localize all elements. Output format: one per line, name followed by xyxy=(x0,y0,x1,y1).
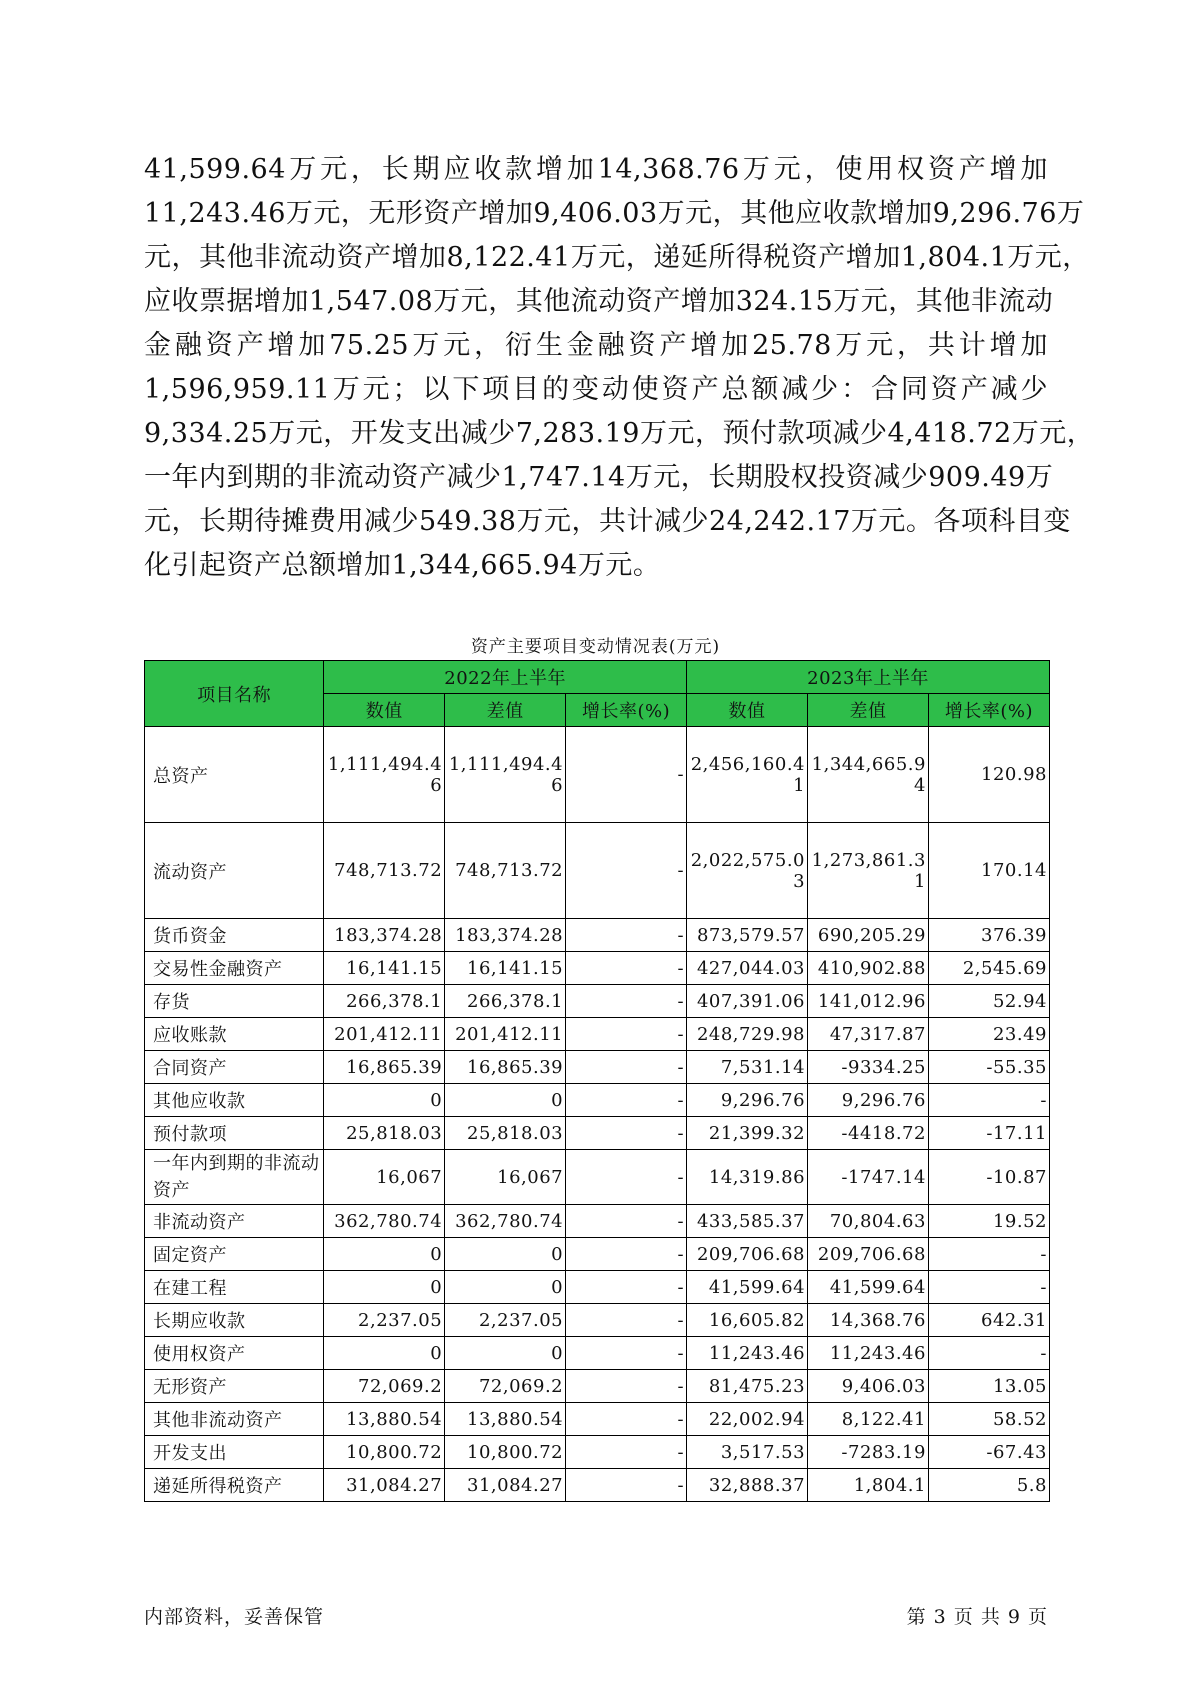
paragraph-line: 元，其他非流动资产增加8,122.41万元，递延所得税资产增加1,804.1万元， xyxy=(144,242,1090,273)
value-2022-cell: 16,067 xyxy=(324,1150,445,1205)
rate-2023-cell: - xyxy=(928,1084,1049,1117)
table-row xyxy=(145,1370,1050,1403)
diff-2022-cell: 362,780.74 xyxy=(445,1205,566,1238)
diff-2023-cell: -4418.72 xyxy=(808,1117,929,1150)
rate-2022-cell: - xyxy=(566,1370,687,1403)
row-name-cell: 应收账款 xyxy=(145,1018,324,1051)
rate-2023-cell: -10.87 xyxy=(928,1150,1049,1205)
table-row xyxy=(145,1238,1050,1271)
diff-2022-cell: 72,069.2 xyxy=(445,1370,566,1403)
table-row xyxy=(145,985,1050,1018)
rate-2023-cell: 376.39 xyxy=(928,919,1049,952)
value-2023-cell: 41,599.64 xyxy=(687,1271,808,1304)
rate-2022-cell: - xyxy=(566,1304,687,1337)
table-row xyxy=(145,952,1050,985)
diff-2023-cell: 8,122.41 xyxy=(808,1403,929,1436)
rate-2023-cell: 642.31 xyxy=(928,1304,1049,1337)
row-name-cell: 固定资产 xyxy=(145,1238,324,1271)
diff-2023-cell: -7283.19 xyxy=(808,1436,929,1469)
row-name-cell: 非流动资产 xyxy=(145,1205,324,1238)
table-row xyxy=(145,1150,1050,1205)
row-name-cell: 合同资产 xyxy=(145,1051,324,1084)
value-2022-cell: 748,713.72 xyxy=(324,823,445,919)
diff-2023-cell: 1,804.1 xyxy=(808,1469,929,1502)
diff-2023-cell: 690,205.29 xyxy=(808,919,929,952)
diff-2022-cell: 0 xyxy=(445,1271,566,1304)
value-2022-cell: 25,818.03 xyxy=(324,1117,445,1150)
rate-2023-cell: -17.11 xyxy=(928,1117,1049,1150)
rate-2023-cell: - xyxy=(928,1238,1049,1271)
footer-confidential-note: 内部资料，妥善保管 xyxy=(144,1606,325,1628)
value-2023-cell: 11,243.46 xyxy=(687,1337,808,1370)
diff-2023-cell: 410,902.88 xyxy=(808,952,929,985)
paragraph-line: 11,243.46万元，无形资产增加9,406.03万元，其他应收款增加9,296.76万 xyxy=(144,198,1085,229)
row-name-cell: 递延所得税资产 xyxy=(145,1469,324,1502)
rate-2022-cell: - xyxy=(566,1337,687,1370)
table-body xyxy=(145,727,1050,1502)
rate-2022-cell: - xyxy=(566,1436,687,1469)
value-2023-cell: 22,002.94 xyxy=(687,1403,808,1436)
row-name-cell: 货币资金 xyxy=(145,919,324,952)
diff-2023-cell: 41,599.64 xyxy=(808,1271,929,1304)
header-value: 数值 xyxy=(324,694,445,727)
diff-2022-cell: 183,374.28 xyxy=(445,919,566,952)
paragraph-line: 应收票据增加1,547.08万元，其他流动资产增加324.15万元，其他非流动 xyxy=(144,286,1054,317)
rate-2023-cell: 58.52 xyxy=(928,1403,1049,1436)
rate-2023-cell: -67.43 xyxy=(928,1436,1049,1469)
table-row xyxy=(145,1271,1050,1304)
table-row xyxy=(145,919,1050,952)
rate-2022-cell: - xyxy=(566,985,687,1018)
diff-2023-cell: 14,368.76 xyxy=(808,1304,929,1337)
diff-2022-cell: 201,412.11 xyxy=(445,1018,566,1051)
diff-2022-cell: 16,141.15 xyxy=(445,952,566,985)
row-name-cell: 其他应收款 xyxy=(145,1084,324,1117)
value-2023-cell: 209,706.68 xyxy=(687,1238,808,1271)
table-caption: 资产主要项目变动情况表(万元) xyxy=(470,637,721,657)
value-2022-cell: 72,069.2 xyxy=(324,1370,445,1403)
rate-2022-cell: - xyxy=(566,1403,687,1436)
paragraph-line: 金融资产增加75.25万元，衍生金融资产增加25.78万元，共计增加 xyxy=(144,330,1048,361)
body-paragraph xyxy=(144,148,1095,588)
row-name-cell: 一年内到期的非流动资产 xyxy=(145,1150,324,1205)
rate-2023-cell: - xyxy=(928,1337,1049,1370)
diff-2022-cell: 13,880.54 xyxy=(445,1403,566,1436)
rate-2023-cell: 23.49 xyxy=(928,1018,1049,1051)
paragraph-line: 41,599.64万元，长期应收款增加14,368.76万元，使用权资产增加 xyxy=(144,154,1048,185)
row-name-cell: 长期应收款 xyxy=(145,1304,324,1337)
diff-2023-cell: 47,317.87 xyxy=(808,1018,929,1051)
value-2023-cell: 21,399.32 xyxy=(687,1117,808,1150)
value-2023-cell: 9,296.76 xyxy=(687,1084,808,1117)
row-name-cell: 其他非流动资产 xyxy=(145,1403,324,1436)
value-2022-cell: 1,111,494.46 xyxy=(324,727,445,823)
value-2022-cell: 0 xyxy=(324,1084,445,1117)
value-2023-cell: 248,729.98 xyxy=(687,1018,808,1051)
row-name-cell: 在建工程 xyxy=(145,1271,324,1304)
value-2023-cell: 873,579.57 xyxy=(687,919,808,952)
value-2023-cell: 3,517.53 xyxy=(687,1436,808,1469)
rate-2022-cell: - xyxy=(566,1271,687,1304)
value-2022-cell: 13,880.54 xyxy=(324,1403,445,1436)
header-rate: 增长率(%) xyxy=(928,694,1049,727)
table-row xyxy=(145,1051,1050,1084)
diff-2022-cell: 1,111,494.46 xyxy=(445,727,566,823)
rate-2023-cell: 120.98 xyxy=(928,727,1049,823)
value-2023-cell: 2,022,575.03 xyxy=(687,823,808,919)
value-2023-cell: 16,605.82 xyxy=(687,1304,808,1337)
footer-page-number: 第 3 页 共 9 页 xyxy=(906,1606,1048,1628)
diff-2023-cell: -1747.14 xyxy=(808,1150,929,1205)
paragraph-line: 9,334.25万元，开发支出减少7,283.19万元，预付款项减少4,418.72万元， xyxy=(144,418,1095,449)
asset-change-table xyxy=(144,660,1050,1502)
rate-2022-cell: - xyxy=(566,1084,687,1117)
diff-2022-cell: 0 xyxy=(445,1084,566,1117)
table-row xyxy=(145,727,1050,823)
rate-2023-cell: 13.05 xyxy=(928,1370,1049,1403)
paragraph-line: 1,596,959.11万元；以下项目的变动使资产总额减少：合同资产减少 xyxy=(144,374,1048,405)
diff-2022-cell: 16,067 xyxy=(445,1150,566,1205)
diff-2023-cell: 209,706.68 xyxy=(808,1238,929,1271)
value-2022-cell: 31,084.27 xyxy=(324,1469,445,1502)
rate-2023-cell: 52.94 xyxy=(928,985,1049,1018)
value-2023-cell: 433,585.37 xyxy=(687,1205,808,1238)
diff-2022-cell: 0 xyxy=(445,1337,566,1370)
diff-2023-cell: -9334.25 xyxy=(808,1051,929,1084)
diff-2022-cell: 10,800.72 xyxy=(445,1436,566,1469)
value-2023-cell: 14,319.86 xyxy=(687,1150,808,1205)
value-2022-cell: 0 xyxy=(324,1337,445,1370)
diff-2022-cell: 748,713.72 xyxy=(445,823,566,919)
table-row xyxy=(145,1403,1050,1436)
table-row xyxy=(145,1304,1050,1337)
table-row xyxy=(145,823,1050,919)
diff-2023-cell: 70,804.63 xyxy=(808,1205,929,1238)
row-name-cell: 存货 xyxy=(145,985,324,1018)
rate-2022-cell: - xyxy=(566,1018,687,1051)
value-2022-cell: 362,780.74 xyxy=(324,1205,445,1238)
diff-2023-cell: 1,344,665.94 xyxy=(808,727,929,823)
diff-2022-cell: 0 xyxy=(445,1238,566,1271)
table-row xyxy=(145,1337,1050,1370)
row-name-cell: 流动资产 xyxy=(145,823,324,919)
rate-2022-cell: - xyxy=(566,919,687,952)
row-name-cell: 预付款项 xyxy=(145,1117,324,1150)
diff-2023-cell: 9,296.76 xyxy=(808,1084,929,1117)
rate-2022-cell: - xyxy=(566,952,687,985)
row-name-cell: 开发支出 xyxy=(145,1436,324,1469)
diff-2023-cell: 9,406.03 xyxy=(808,1370,929,1403)
row-name-cell: 总资产 xyxy=(145,727,324,823)
paragraph-line: 元，长期待摊费用减少549.38万元，共计减少24,242.17万元。各项科目变 xyxy=(144,506,1071,537)
header-period-2023: 2023年上半年 xyxy=(687,661,1050,694)
value-2023-cell: 32,888.37 xyxy=(687,1469,808,1502)
value-2023-cell: 2,456,160.41 xyxy=(687,727,808,823)
rate-2022-cell: - xyxy=(566,1238,687,1271)
rate-2022-cell: - xyxy=(566,727,687,823)
rate-2022-cell: - xyxy=(566,1117,687,1150)
paragraph-line: 化引起资产总额增加1,344,665.94万元。 xyxy=(144,550,661,581)
value-2022-cell: 0 xyxy=(324,1238,445,1271)
table-row xyxy=(145,1205,1050,1238)
value-2022-cell: 2,237.05 xyxy=(324,1304,445,1337)
row-name-cell: 交易性金融资产 xyxy=(145,952,324,985)
value-2022-cell: 201,412.11 xyxy=(324,1018,445,1051)
header-item-name: 项目名称 xyxy=(145,661,324,727)
table-row xyxy=(145,1469,1050,1502)
rate-2022-cell: - xyxy=(566,1469,687,1502)
rate-2022-cell: - xyxy=(566,823,687,919)
diff-2022-cell: 16,865.39 xyxy=(445,1051,566,1084)
rate-2023-cell: -55.35 xyxy=(928,1051,1049,1084)
paragraph-line: 一年内到期的非流动资产减少1,747.14万元，长期股权投资减少909.49万 xyxy=(144,462,1054,493)
row-name-cell: 无形资产 xyxy=(145,1370,324,1403)
value-2022-cell: 16,865.39 xyxy=(324,1051,445,1084)
value-2022-cell: 10,800.72 xyxy=(324,1436,445,1469)
header-rate: 增长率(%) xyxy=(566,694,687,727)
diff-2023-cell: 141,012.96 xyxy=(808,985,929,1018)
value-2023-cell: 7,531.14 xyxy=(687,1051,808,1084)
diff-2022-cell: 266,378.1 xyxy=(445,985,566,1018)
row-name-cell: 使用权资产 xyxy=(145,1337,324,1370)
header-period-2022: 2022年上半年 xyxy=(324,661,687,694)
table-row xyxy=(145,1117,1050,1150)
table-row xyxy=(145,1018,1050,1051)
rate-2022-cell: - xyxy=(566,1205,687,1238)
diff-2022-cell: 2,237.05 xyxy=(445,1304,566,1337)
table-row xyxy=(145,1084,1050,1117)
header-diff: 差值 xyxy=(445,694,566,727)
value-2022-cell: 0 xyxy=(324,1271,445,1304)
value-2023-cell: 81,475.23 xyxy=(687,1370,808,1403)
value-2022-cell: 183,374.28 xyxy=(324,919,445,952)
rate-2023-cell: 5.8 xyxy=(928,1469,1049,1502)
table-row xyxy=(145,1436,1050,1469)
value-2023-cell: 407,391.06 xyxy=(687,985,808,1018)
rate-2023-cell: - xyxy=(928,1271,1049,1304)
rate-2022-cell: - xyxy=(566,1051,687,1084)
header-diff: 差值 xyxy=(808,694,929,727)
value-2022-cell: 16,141.15 xyxy=(324,952,445,985)
header-value: 数值 xyxy=(687,694,808,727)
rate-2023-cell: 170.14 xyxy=(928,823,1049,919)
rate-2023-cell: 19.52 xyxy=(928,1205,1049,1238)
rate-2022-cell: - xyxy=(566,1150,687,1205)
diff-2022-cell: 31,084.27 xyxy=(445,1469,566,1502)
value-2023-cell: 427,044.03 xyxy=(687,952,808,985)
diff-2023-cell: 11,243.46 xyxy=(808,1337,929,1370)
diff-2022-cell: 25,818.03 xyxy=(445,1117,566,1150)
rate-2023-cell: 2,545.69 xyxy=(928,952,1049,985)
diff-2023-cell: 1,273,861.31 xyxy=(808,823,929,919)
table-header xyxy=(145,661,1050,727)
value-2022-cell: 266,378.1 xyxy=(324,985,445,1018)
